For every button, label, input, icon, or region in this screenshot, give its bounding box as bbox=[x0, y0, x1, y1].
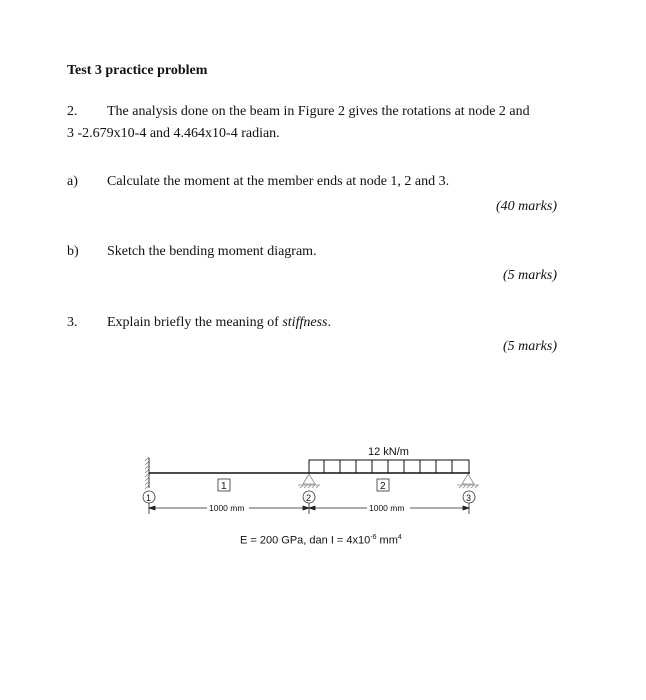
node-label-3: 3 bbox=[466, 493, 472, 503]
properties-unit: mm bbox=[376, 534, 398, 547]
material-properties bbox=[240, 534, 402, 547]
pin-support-node-2 bbox=[298, 474, 320, 488]
part-a-label: a) bbox=[67, 174, 78, 189]
dimension-lines bbox=[149, 503, 469, 514]
load-label: 12 kN/m bbox=[368, 446, 409, 458]
part-b-label: b) bbox=[67, 244, 79, 259]
span-label-1: 1000 mm bbox=[209, 503, 245, 513]
span-label-2: 1000 mm bbox=[369, 503, 405, 513]
part-a-text: Calculate the moment at the member ends at node 1, 2 and 3. bbox=[107, 174, 450, 189]
pin-support-node-3 bbox=[457, 474, 479, 488]
node-label-1: 1 bbox=[146, 493, 152, 503]
part-a-marks: (40 marks) bbox=[495, 199, 557, 214]
properties-text: E = 200 GPa, dan I = 4x10 bbox=[240, 534, 371, 547]
properties-exponent: -6 bbox=[370, 534, 377, 541]
element-label-2: 2 bbox=[380, 481, 386, 492]
question-3-text-suffix: . bbox=[327, 315, 331, 330]
question-2-line-1: The analysis done on the beam in Figure 2 gives the rotations at node 2 and bbox=[107, 104, 530, 119]
properties-unit-exponent: 4 bbox=[397, 534, 402, 541]
question-3-emphasis: stiffness bbox=[282, 315, 328, 330]
distributed-load bbox=[309, 460, 469, 473]
part-b-text: Sketch the bending moment diagram. bbox=[107, 244, 317, 259]
question-3-text-prefix: Explain briefly the meaning of bbox=[107, 315, 283, 330]
question-3-number: 3. bbox=[67, 315, 78, 330]
question-2-line-2: 3 -2.679x10-4 and 4.464x10-4 radian. bbox=[67, 126, 280, 141]
question-2-number: 2. bbox=[67, 104, 78, 119]
node-label-2: 2 bbox=[306, 493, 312, 503]
question-3-marks: (5 marks) bbox=[502, 339, 557, 354]
part-b-marks: (5 marks) bbox=[502, 268, 557, 283]
fixed-support bbox=[145, 457, 149, 489]
page-title: Test 3 practice problem bbox=[67, 63, 208, 78]
element-label-1: 1 bbox=[221, 481, 227, 492]
